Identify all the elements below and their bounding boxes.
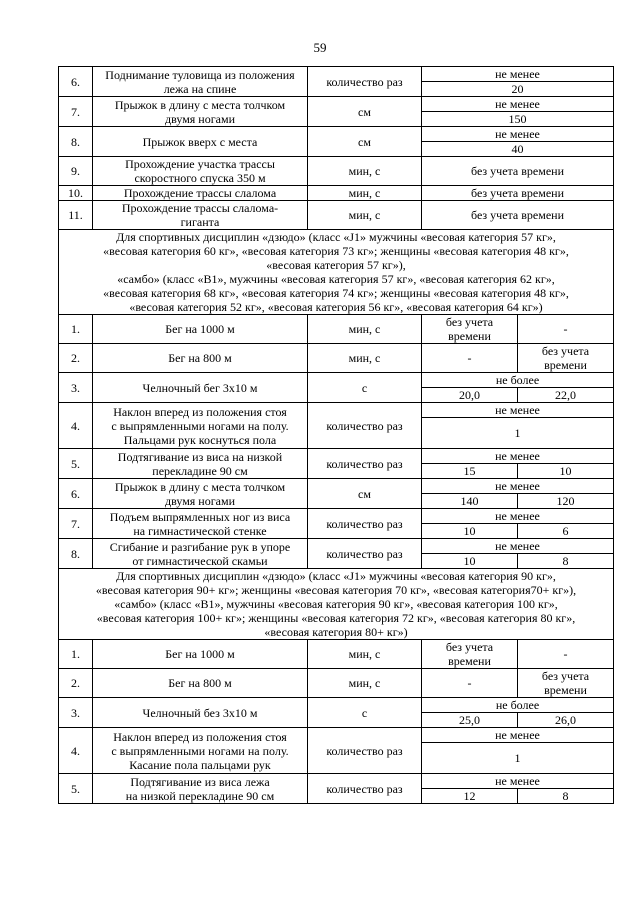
text-line: без учета [445, 640, 494, 654]
unit-cell: количество раз [308, 509, 422, 539]
text-line: - [467, 676, 472, 690]
text-line: Челночный бег 3x10 м [142, 380, 258, 395]
standard-value-men: 20,0 [422, 388, 518, 403]
standard-value-men: 10 [422, 554, 518, 569]
table-row [59, 157, 614, 186]
exercise-name [93, 728, 308, 774]
standard-header: не более [422, 698, 614, 713]
text-line: на гимнастической стенке [133, 523, 267, 538]
standard-value-women [518, 640, 614, 669]
table-row [59, 97, 614, 112]
text-line: Подъем выпрямленных ног из виса [109, 509, 291, 524]
table-row [59, 698, 614, 713]
exercise-name [93, 344, 308, 373]
text-line: Бег на 800 м [168, 676, 232, 690]
exercise-name [93, 509, 308, 539]
table-row [59, 344, 614, 373]
standards-table [58, 66, 614, 804]
unit-cell: мин, с [308, 201, 422, 230]
table-row [59, 403, 614, 418]
text-line: двумя ногами [164, 111, 235, 126]
unit-cell: количество раз [308, 67, 422, 97]
standard-value-women [518, 344, 614, 373]
unit-cell: количество раз [308, 539, 422, 569]
standard-value: без учета времени [422, 186, 614, 201]
row-number: 1. [59, 640, 93, 669]
standard-value-women: 26,0 [518, 713, 614, 728]
section-heading-row [59, 230, 614, 315]
exercise-name [93, 539, 308, 569]
row-number: 11. [59, 201, 93, 230]
table-row [59, 774, 614, 789]
text-line: Бег на 800 м [168, 351, 232, 365]
standard-header: не менее [422, 67, 614, 82]
standard-value-women [518, 315, 614, 344]
exercise-name [93, 186, 308, 201]
unit-cell: с [308, 698, 422, 728]
row-number: 6. [59, 479, 93, 509]
unit-cell: с [308, 373, 422, 403]
unit-cell: мин, с [308, 344, 422, 373]
standard-value: 150 [422, 112, 614, 127]
table-row [59, 315, 614, 344]
unit-cell: см [308, 97, 422, 127]
text-line: на низкой перекладине 90 см [125, 788, 275, 803]
table-row [59, 640, 614, 669]
standard-value-women: 8 [518, 554, 614, 569]
unit-cell: см [308, 479, 422, 509]
table-row [59, 479, 614, 494]
standard-value: без учета времени [422, 157, 614, 186]
row-number: 9. [59, 157, 93, 186]
standard-header: не менее [422, 728, 614, 743]
text-line: Подтягивание из виса лежа [130, 774, 270, 789]
standard-header: не менее [422, 539, 614, 554]
text-line: Сгибание и разгибание рук в упоре [109, 539, 291, 554]
standard-header: не менее [422, 479, 614, 494]
standard-value: без учета времени [422, 201, 614, 230]
text-line: времени [544, 358, 587, 372]
text-line: Касание пола пальцами рук [129, 757, 271, 772]
table-row [59, 728, 614, 743]
text-line: времени [448, 654, 491, 668]
row-number: 7. [59, 97, 93, 127]
text-line: «самбо» (класс «В1», мужчины «весовая категория 90 кг», «весовая категория 100 кг», [114, 597, 558, 611]
exercise-name [93, 201, 308, 230]
exercise-name [93, 97, 308, 127]
standard-header: не менее [422, 509, 614, 524]
text-line: Прохождение участка трассы [125, 157, 275, 171]
row-number: 7. [59, 509, 93, 539]
text-line: «весовая категория 90+ кг»; женщины «весовая категория 70 кг», «весовая категория70+ кг»), [95, 583, 577, 597]
text-line: перекладине 90 см [152, 463, 248, 478]
row-number: 5. [59, 774, 93, 804]
text-line: Прыжок вверх с места [142, 134, 258, 149]
standard-header: не менее [422, 774, 614, 789]
unit-cell: мин, с [308, 315, 422, 344]
table-row [59, 186, 614, 201]
standard-value-men [422, 640, 518, 669]
table-row [59, 373, 614, 388]
standard-header: не менее [422, 403, 614, 418]
table-row [59, 67, 614, 82]
text-line: без учета [445, 315, 494, 329]
text-line: лежа на спине [163, 81, 237, 96]
standard-value-men [422, 344, 518, 373]
standard-value-women: 6 [518, 524, 614, 539]
exercise-name [93, 669, 308, 698]
text-line: времени [448, 329, 491, 343]
text-line: «весовая категория 68 кг», «весовая категория 74 кг»; женщины «весовая категория 48 кг», [103, 286, 569, 300]
text-line: Бег на 1000 м [165, 647, 235, 661]
row-number: 5. [59, 449, 93, 479]
standard-value: 1 [422, 418, 614, 449]
text-line: без учета [541, 669, 590, 683]
text-line: скоростного спуска 350 м [134, 171, 266, 185]
section-heading [59, 230, 614, 315]
text-line: Пальцами рук коснуться пола [123, 432, 277, 447]
text-line: Прохождение трассы слалома [123, 186, 277, 200]
text-line: двумя ногами [164, 493, 235, 508]
row-number: 10. [59, 186, 93, 201]
text-line: Прыжок в длину с места толчком [114, 479, 286, 494]
page-number: 59 [313, 40, 327, 55]
row-number: 8. [59, 539, 93, 569]
text-line: Для спортивных дисциплин «дзюдо» (класс «J1» мужчины «весовая категория 57 кг», [116, 230, 556, 244]
text-line: «весовая категория 60 кг», «весовая категория 73 кг»; женщины «весовая категория 48 кг», [103, 244, 569, 258]
unit-cell: количество раз [308, 449, 422, 479]
standard-value-women: 8 [518, 789, 614, 804]
exercise-name [93, 640, 308, 669]
text-line: Прохождение трассы слалома- [121, 201, 279, 215]
standard-header: не менее [422, 97, 614, 112]
standard-value-women: 10 [518, 464, 614, 479]
unit-cell: количество раз [308, 728, 422, 774]
text-line: Поднимание туловища из положения [105, 67, 295, 82]
text-line: Бег на 1000 м [165, 322, 235, 336]
table-row [59, 127, 614, 142]
text-line: от гимнастической скамьи [132, 553, 268, 568]
standard-value-men [422, 315, 518, 344]
text-line: времени [544, 683, 587, 697]
standard-value-men: 10 [422, 524, 518, 539]
row-number: 8. [59, 127, 93, 157]
unit-cell: мин, с [308, 186, 422, 201]
table-row [59, 449, 614, 464]
standard-value-women: 22,0 [518, 388, 614, 403]
table-row [59, 509, 614, 524]
exercise-name [93, 403, 308, 449]
standard-value-men: 12 [422, 789, 518, 804]
text-line: «весовая категория 80+ кг») [264, 625, 408, 639]
text-line: гиганта [180, 215, 220, 229]
table-row [59, 539, 614, 554]
exercise-name [93, 373, 308, 403]
row-number: 6. [59, 67, 93, 97]
unit-cell: количество раз [308, 774, 422, 804]
section-heading [59, 569, 614, 640]
row-number: 3. [59, 698, 93, 728]
text-line: - [563, 322, 568, 336]
table-row [59, 201, 614, 230]
standard-value: 1 [422, 743, 614, 774]
exercise-name [93, 449, 308, 479]
text-line: Челночный без 3x10 м [142, 705, 258, 720]
row-number: 4. [59, 728, 93, 774]
text-line: - [563, 647, 568, 661]
standard-value: 20 [422, 82, 614, 97]
standard-value-men: 25,0 [422, 713, 518, 728]
row-number: 1. [59, 315, 93, 344]
text-line: - [467, 351, 472, 365]
table-row [59, 669, 614, 698]
text-line: Прыжок в длину с места толчком [114, 97, 286, 112]
text-line: «весовая категория 100+ кг»; женщины «весовая категория 72 кг», «весовая категория 80 кг», [96, 611, 576, 625]
row-number: 2. [59, 669, 93, 698]
text-line: «весовая категория 52 кг», «весовая категория 56 кг», «весовая категория 64 кг») [129, 300, 543, 314]
exercise-name [93, 157, 308, 186]
text-line: «весовая категория 57 кг»), [266, 258, 406, 272]
text-line: Подтягивание из виса на низкой [117, 449, 283, 464]
standard-header: не более [422, 373, 614, 388]
standard-value: 40 [422, 142, 614, 157]
exercise-name [93, 127, 308, 157]
standard-value-men [422, 669, 518, 698]
exercise-name [93, 479, 308, 509]
standard-value-women: 120 [518, 494, 614, 509]
exercise-name [93, 67, 308, 97]
unit-cell: см [308, 127, 422, 157]
text-line: без учета [541, 344, 590, 358]
row-number: 3. [59, 373, 93, 403]
text-line: «самбо» (класс «В1», мужчины «весовая категория 57 кг», «весовая категория 62 кг», [117, 272, 555, 286]
unit-cell: количество раз [308, 403, 422, 449]
exercise-name [93, 698, 308, 728]
standard-value-women [518, 669, 614, 698]
text-line: Наклон вперед из положения стоя [113, 404, 287, 419]
row-number: 4. [59, 403, 93, 449]
text-line: Для спортивных дисциплин «дзюдо» (класс «J1» мужчины «весовая категория 90 кг», [116, 569, 556, 583]
standard-header: не менее [422, 449, 614, 464]
exercise-name [93, 774, 308, 804]
exercise-name [93, 315, 308, 344]
standard-value-men: 140 [422, 494, 518, 509]
unit-cell: мин, с [308, 640, 422, 669]
text-line: Наклон вперед из положения стоя [113, 729, 287, 744]
unit-cell: мин, с [308, 157, 422, 186]
unit-cell: мин, с [308, 669, 422, 698]
row-number: 2. [59, 344, 93, 373]
standard-value-men: 15 [422, 464, 518, 479]
text-line: с выпрямленными ногами на полу. [111, 418, 289, 433]
text-line: с выпрямленными ногами на полу. [111, 743, 289, 758]
section-heading-row [59, 569, 614, 640]
standard-header: не менее [422, 127, 614, 142]
